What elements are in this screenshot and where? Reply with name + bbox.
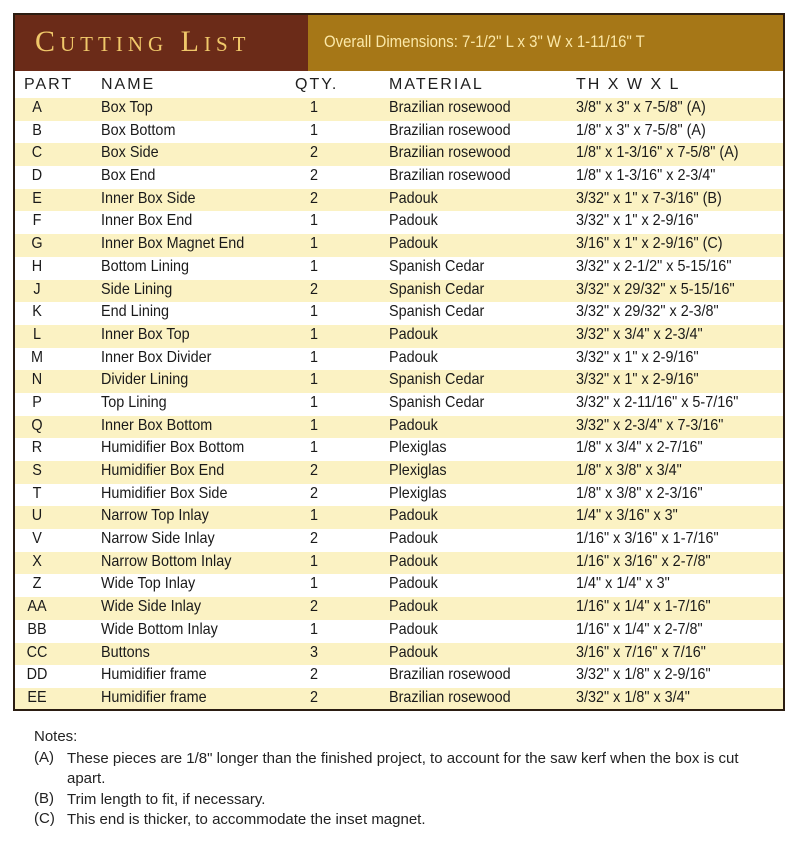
cell-dimensions: 1/16" x 3/16" x 1-7/16"	[576, 530, 719, 548]
cell-qty: 2	[309, 280, 319, 298]
cell-name: End Lining	[101, 303, 170, 321]
cell-qty: 2	[309, 167, 319, 185]
note-tag: (C)	[34, 810, 55, 827]
table-row	[15, 484, 783, 507]
cell-name: Narrow Bottom Inlay	[101, 552, 232, 570]
cell-material: Padouk	[389, 189, 438, 207]
cell-material: Brazilian rosewood	[389, 144, 511, 162]
note-c	[34, 810, 774, 831]
table-row	[15, 552, 783, 575]
cell-name: Narrow Top Inlay	[101, 507, 209, 525]
table-row	[15, 121, 783, 144]
cell-material: Spanish Cedar	[389, 371, 485, 389]
cell-dimensions: 3/32" x 1/8" x 2-9/16"	[576, 666, 711, 684]
table-row	[15, 280, 783, 303]
cell-dimensions: 1/4" x 1/4" x 3"	[576, 575, 670, 593]
cell-name: Inner Box End	[101, 212, 193, 230]
cell-qty: 1	[309, 371, 319, 389]
note-text: These pieces are 1/8" longer than the finished project, to account for the saw kerf when the box is cut apart.	[67, 749, 739, 787]
cell-dimensions: 3/8" x 3" x 7-5/8" (A)	[576, 99, 706, 116]
cell-dimensions: 1/8" x 1-3/16" x 2-3/4"	[576, 167, 716, 185]
cell-qty: 1	[309, 507, 319, 525]
cell-material: Padouk	[389, 575, 438, 593]
cell-name: Inner Box Side	[101, 189, 196, 207]
cell-name: Humidifier Box End	[101, 462, 225, 479]
cell-name: Inner Box Top	[101, 325, 190, 343]
table-row	[15, 234, 783, 257]
table-row	[15, 166, 783, 189]
cell-part: CC	[26, 643, 48, 661]
cell-qty: 2	[309, 144, 319, 162]
cell-qty: 1	[309, 552, 319, 570]
col-dimensions: TH X W X L	[576, 76, 681, 93]
cell-name: Humidifier frame	[101, 688, 207, 706]
cell-dimensions: 1/8" x 3/8" x 3/4"	[576, 462, 682, 479]
table-row	[15, 370, 783, 393]
cell-dimensions: 1/4" x 3/16" x 3"	[576, 507, 678, 525]
cell-material: Spanish Cedar	[389, 393, 485, 411]
cell-part: X	[32, 552, 42, 570]
cell-dimensions: 3/32" x 2-1/2" x 5-15/16"	[576, 257, 732, 275]
note-text: Trim length to fit, if necessary.	[67, 790, 266, 808]
table-row	[15, 325, 783, 348]
cell-part: B	[32, 121, 42, 139]
cell-part: D	[31, 167, 43, 185]
table-row	[15, 643, 783, 666]
cell-part: S	[32, 462, 42, 479]
column-headers	[15, 72, 783, 98]
cell-material: Plexiglas	[389, 439, 447, 457]
cell-material: Padouk	[389, 348, 438, 366]
cell-dimensions: 3/32" x 1" x 2-9/16"	[576, 348, 699, 366]
cell-material: Brazilian rosewood	[389, 688, 511, 706]
cell-dimensions: 3/32" x 1/8" x 3/4"	[576, 688, 690, 706]
cell-material: Padouk	[389, 235, 438, 253]
note-tag: (A)	[34, 748, 54, 766]
cell-name: Buttons	[101, 643, 150, 661]
cell-dimensions: 3/16" x 7/16" x 7/16"	[576, 643, 706, 661]
cell-part: P	[32, 393, 42, 411]
cell-dimensions: 1/8" x 3/4" x 2-7/16"	[576, 439, 703, 457]
cell-qty: 2	[309, 598, 319, 616]
cell-name: Inner Box Bottom	[101, 416, 213, 434]
cell-name: Humidifier frame	[101, 666, 207, 684]
cell-dimensions: 1/8" x 3" x 7-5/8" (A)	[576, 121, 706, 139]
cell-name: Box Bottom	[101, 121, 176, 139]
cell-dimensions: 1/16" x 3/16" x 2-7/8"	[576, 552, 711, 570]
cell-dimensions: 3/32" x 2-3/4" x 7-3/16"	[576, 416, 724, 434]
notes-heading: Notes:	[34, 728, 78, 745]
table-row	[15, 688, 783, 711]
col-qty: QTY.	[295, 76, 339, 93]
cell-qty: 1	[309, 303, 319, 321]
cell-qty: 2	[309, 462, 319, 479]
col-material: MATERIAL	[389, 76, 484, 93]
cell-material: Padouk	[389, 212, 438, 230]
cell-part: T	[32, 484, 42, 502]
table-row	[15, 211, 783, 234]
cell-part: BB	[27, 620, 47, 638]
cell-dimensions: 3/32" x 1" x 7-3/16" (B)	[576, 189, 722, 207]
cell-name: Box End	[101, 167, 156, 185]
cell-qty: 2	[309, 666, 319, 684]
cell-material: Padouk	[389, 598, 438, 616]
cell-part: U	[31, 507, 43, 525]
cell-dimensions: 3/32" x 29/32" x 2-3/8"	[576, 303, 719, 321]
title-band	[15, 15, 308, 71]
cell-dimensions: 1/8" x 3/8" x 2-3/16"	[576, 484, 703, 502]
cell-part: C	[31, 144, 43, 162]
cell-dimensions: 3/16" x 1" x 2-9/16" (C)	[576, 235, 723, 253]
cell-name: Wide Top Inlay	[101, 575, 196, 593]
table-title: Cutting List	[35, 25, 251, 58]
table-row	[15, 416, 783, 439]
table-row	[15, 438, 783, 461]
cell-part: N	[31, 371, 43, 389]
cell-part: J	[33, 280, 41, 298]
cell-name: Inner Box Divider	[101, 348, 212, 366]
cell-qty: 1	[309, 393, 319, 411]
cell-name: Humidifier Box Side	[101, 484, 228, 502]
cell-material: Plexiglas	[389, 462, 447, 479]
cell-part: A	[32, 99, 42, 116]
cell-qty: 1	[309, 257, 319, 275]
cell-qty: 1	[309, 416, 319, 434]
cell-qty: 2	[309, 484, 319, 502]
cell-name: Divider Lining	[101, 371, 189, 389]
cell-material: Brazilian rosewood	[389, 167, 511, 185]
table-row	[15, 98, 783, 121]
cell-name: Top Lining	[101, 393, 167, 411]
cell-material: Padouk	[389, 507, 438, 525]
cell-dimensions: 3/32" x 1" x 2-9/16"	[576, 371, 699, 389]
cell-material: Padouk	[389, 530, 438, 548]
cell-part: R	[31, 439, 43, 457]
cell-part: DD	[26, 666, 48, 684]
cell-part: H	[31, 257, 43, 275]
cell-qty: 2	[309, 530, 319, 548]
cell-material: Plexiglas	[389, 484, 447, 502]
table-row	[15, 143, 783, 166]
table-header	[15, 15, 783, 71]
cell-name: Bottom Lining	[101, 257, 190, 275]
cell-material: Brazilian rosewood	[389, 121, 511, 139]
cell-part: Z	[32, 575, 42, 593]
note-b	[34, 790, 774, 811]
cell-qty: 1	[309, 439, 319, 457]
cell-dimensions: 3/32" x 2-11/16" x 5-7/16"	[576, 393, 739, 411]
cell-qty: 1	[309, 212, 319, 230]
cell-material: Brazilian rosewood	[389, 99, 511, 116]
cell-qty: 2	[309, 189, 319, 207]
cell-qty: 1	[309, 575, 319, 593]
table-row	[15, 189, 783, 212]
cell-qty: 1	[309, 620, 319, 638]
cell-qty: 1	[309, 121, 319, 139]
cell-qty: 1	[309, 325, 319, 343]
cell-part: AA	[27, 598, 47, 616]
cell-qty: 2	[309, 688, 319, 706]
cell-part: K	[32, 303, 42, 321]
cell-qty: 3	[309, 643, 319, 661]
cell-name: Box Top	[101, 99, 153, 116]
cell-material: Padouk	[389, 552, 438, 570]
cell-part: E	[32, 189, 42, 207]
cell-material: Spanish Cedar	[389, 280, 485, 298]
cell-part: F	[32, 212, 42, 230]
cell-material: Padouk	[389, 620, 438, 638]
table-row	[15, 302, 783, 325]
note-tag: (B)	[34, 789, 54, 807]
col-name: NAME	[101, 76, 156, 93]
cell-dimensions: 1/8" x 1-3/16" x 7-5/8" (A)	[576, 144, 739, 162]
cell-material: Padouk	[389, 416, 438, 434]
cell-qty: 1	[309, 99, 319, 116]
cell-material: Brazilian rosewood	[389, 666, 511, 684]
cell-material: Spanish Cedar	[389, 303, 485, 321]
cell-name: Box Side	[101, 144, 159, 162]
cell-dimensions: 1/16" x 1/4" x 1-7/16"	[576, 598, 711, 616]
overall-dimensions: Overall Dimensions: 7-1/2" L x 3" W x 1-11/16" T	[324, 32, 645, 51]
table-row	[15, 529, 783, 552]
cell-name: Humidifier Box Bottom	[101, 439, 245, 457]
cell-qty: 1	[309, 348, 319, 366]
cell-dimensions: 1/16" x 1/4" x 2-7/8"	[576, 620, 703, 638]
cell-dimensions: 3/32" x 1" x 2-9/16"	[576, 212, 699, 230]
cell-part: M	[30, 348, 43, 366]
col-part: PART	[24, 76, 74, 93]
cell-dimensions: 3/32" x 29/32" x 5-15/16"	[576, 280, 735, 298]
cell-name: Side Lining	[101, 280, 173, 298]
cell-name: Narrow Side Inlay	[101, 530, 215, 548]
dimensions-band	[308, 15, 783, 71]
table-body	[15, 98, 783, 711]
cell-part: G	[31, 235, 43, 253]
table-row	[15, 665, 783, 688]
table-row	[15, 620, 783, 643]
cell-name: Inner Box Magnet End	[101, 235, 245, 253]
note-text: This end is thicker, to accommodate the inset magnet.	[67, 811, 426, 828]
cutting-list-table	[13, 13, 785, 711]
notes-section	[34, 728, 774, 831]
cell-qty: 1	[309, 235, 319, 253]
table-row	[15, 393, 783, 416]
cell-material: Padouk	[389, 643, 438, 661]
cell-part: L	[32, 325, 42, 343]
cell-part: EE	[27, 688, 47, 706]
cell-dimensions: 3/32" x 3/4" x 2-3/4"	[576, 325, 703, 343]
cell-material: Spanish Cedar	[389, 257, 485, 275]
cell-name: Wide Side Inlay	[101, 598, 202, 616]
table-row	[15, 574, 783, 597]
table-row	[15, 597, 783, 620]
table-row	[15, 506, 783, 529]
table-row	[15, 461, 783, 484]
cell-material: Padouk	[389, 325, 438, 343]
note-a	[34, 749, 774, 790]
cell-part: Q	[31, 416, 43, 434]
table-row	[15, 348, 783, 371]
cell-part: V	[32, 530, 42, 548]
table-row	[15, 257, 783, 280]
cell-name: Wide Bottom Inlay	[101, 620, 218, 638]
